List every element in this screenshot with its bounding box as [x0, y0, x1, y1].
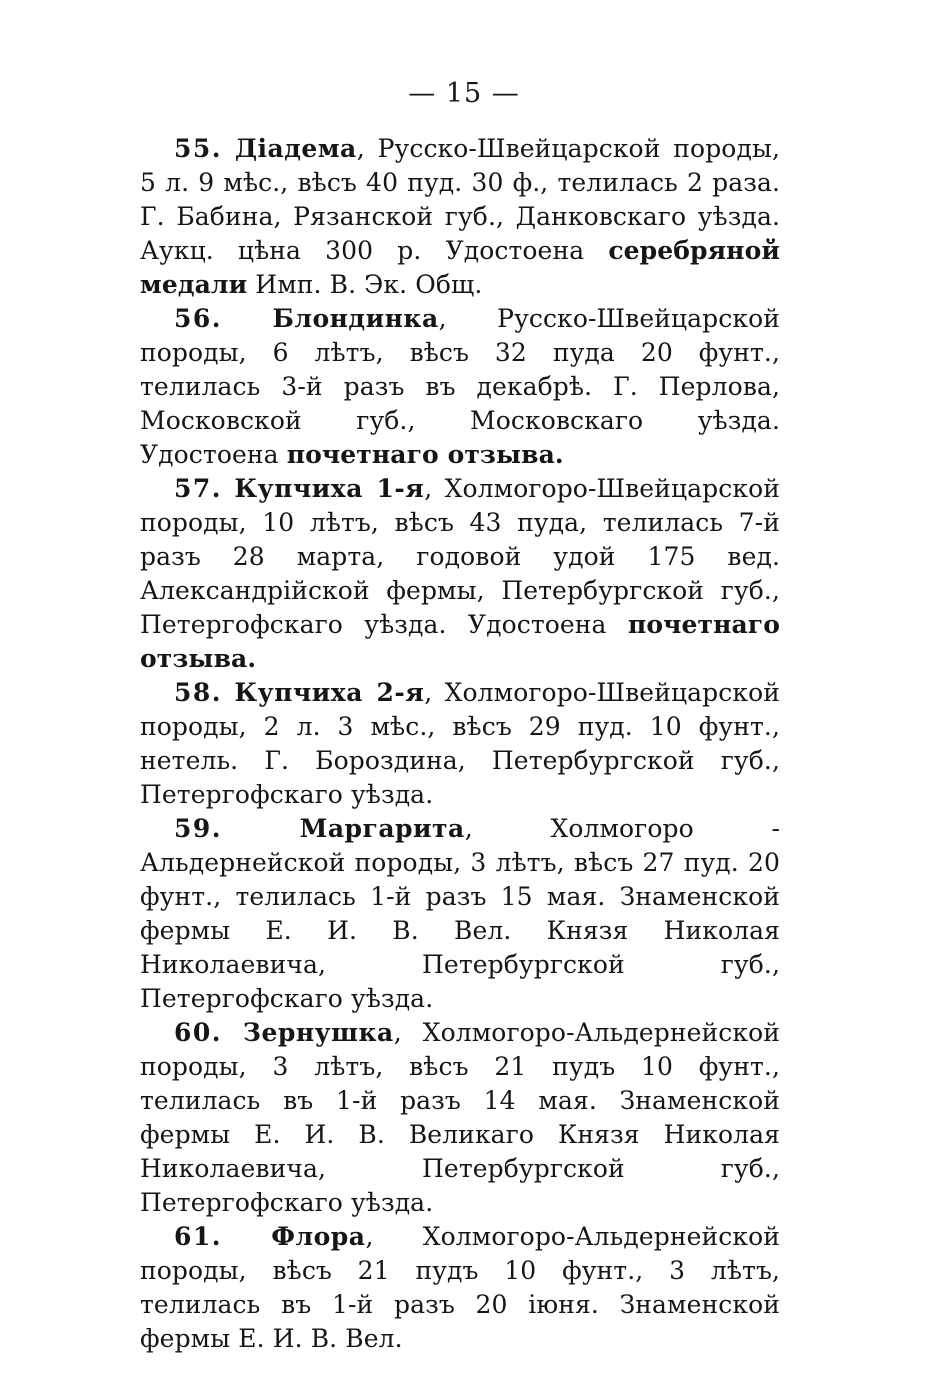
- catalog-entry-57: [140, 472, 780, 676]
- catalog-entries: [140, 132, 780, 1356]
- entry-number: 59.: [174, 814, 222, 843]
- animal-name: Зернушка: [242, 1018, 394, 1047]
- entry-description: , Русско-Швейцарской породы, 6 лѣтъ, вѣсъ 32 пуда 20 фунт., телилась 3-й разъ въ декабрѣ. Г. Перлова, Московской губ., Московскаго уѣзда. Удостоена: [140, 304, 781, 469]
- catalog-entry-59: [140, 812, 780, 1016]
- catalog-entry-55: [140, 132, 780, 302]
- animal-name: Діадема: [234, 134, 357, 163]
- entry-number: 55.: [174, 134, 222, 163]
- award-text: серебряной медали: [140, 236, 780, 299]
- catalog-entry-60: [140, 1016, 780, 1220]
- animal-name: Купчиха 2-я: [234, 678, 425, 707]
- entry-description: , Холмогоро - Альдернейской породы, 3 лѣтъ, вѣсъ 27 пуд. 20 фунт., телилась 1-й разъ 15 мая. Знаменской фермы Е. И. В. Вел. Князя Николая Николаевича, Петербургской губ., Петергофскаго уѣзда.: [140, 814, 780, 1013]
- entry-number: 58.: [174, 678, 222, 707]
- page-number: — 15 —: [408, 78, 520, 109]
- entry-number: 56.: [174, 304, 222, 333]
- entry-description: , Русско-Швейцарской породы, 5 л. 9 мѣс., вѣсъ 40 пуд. 30 ф., телилась 2 раза. Г. Бабина, Рязанской губ., Данковскаго уѣзда. Аукц. цѣна 300 р. Удостоена: [140, 134, 780, 265]
- entry-description-end: Имп. В. Эк. Общ.: [247, 270, 483, 299]
- animal-name: Флора: [271, 1222, 366, 1251]
- entry-description: , Холмогоро-Альдернейской породы, 3 лѣтъ, вѣсъ 21 пудъ 10 фунт., телилась въ 1-й разъ 14 мая. Знаменской фермы Е. И. В. Великаго Князя Николая Николаевича, Петербургской губ., Петергофскаго уѣзда.: [140, 1018, 780, 1217]
- animal-name: Купчиха 1-я: [234, 474, 425, 503]
- catalog-entry-61: [140, 1220, 780, 1356]
- catalog-entry-56: [140, 302, 780, 472]
- award-text: почетнаго отзыва.: [140, 610, 780, 673]
- entry-number: 60.: [174, 1018, 222, 1047]
- entry-description: , Холмогоро-Швейцарской породы, 2 л. 3 мѣс., вѣсъ 29 пуд. 10 фунт., нетель. Г. Бороздина, Петербургской губ., Петергофскаго уѣзда.: [140, 678, 780, 809]
- animal-name: Блондинка: [272, 304, 439, 333]
- entry-number: 57.: [174, 474, 222, 503]
- entry-description: , Холмогоро-Швейцарской породы, 10 лѣтъ, вѣсъ 43 пуда, телилась 7-й разъ 28 марта, годовой удой 175 вед. Александрійской фермы, Петербургской губ., Петергофскаго уѣзда. Удостоена: [140, 474, 780, 639]
- entry-number: 61.: [174, 1222, 222, 1251]
- catalog-entry-58: [140, 676, 780, 812]
- animal-name: Маргарита: [299, 814, 465, 843]
- entry-description: , Холмогоро-Альдернейской породы, вѣсъ 21 пудъ 10 фунт., 3 лѣтъ, телилась въ 1-й разъ 20 іюня. Знаменской фермы Е. И. В. Вел.: [140, 1222, 780, 1353]
- award-text: почетнаго отзыва.: [286, 440, 564, 469]
